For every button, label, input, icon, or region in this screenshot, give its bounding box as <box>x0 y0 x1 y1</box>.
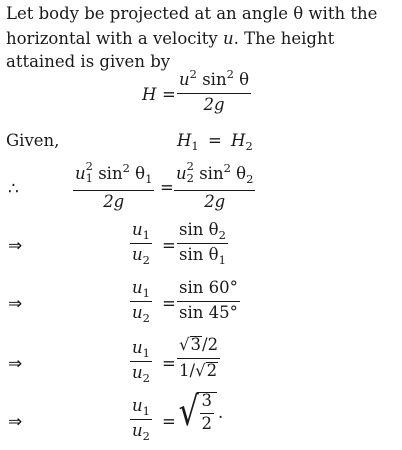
step1-right-numerator: u 2 2 $\sin^2 \theta_2$ <box>176 159 254 186</box>
equals-sign: = <box>162 85 176 104</box>
fraction-bar <box>130 419 152 420</box>
fraction-bar <box>177 301 240 302</box>
height-numerator: $u^2$ $\sin^2 \theta$ <box>179 67 250 89</box>
implies-arrow: ⇒ <box>8 354 23 374</box>
implies-arrow: ⇒ <box>8 294 23 314</box>
root-ratio: √3/2 1/√2 <box>179 335 219 380</box>
sine-angle-ratio: sin 60° sin 45° <box>179 278 238 322</box>
intro-line-2-text: horizontal with a velocity <box>6 29 223 48</box>
step1-left-fraction <box>73 159 154 211</box>
therefore-symbol: ∴ <box>8 179 19 199</box>
fraction-bar <box>130 361 152 362</box>
step1-equals: = <box>160 178 174 197</box>
fraction-bar <box>130 301 152 302</box>
height-fraction <box>177 67 251 114</box>
fraction-bar <box>177 93 251 94</box>
height-symbol: H <box>142 85 157 104</box>
step2-equals: = <box>162 236 176 255</box>
intro-line-1: Let body be projected at an angle θ with the <box>6 4 378 23</box>
final-period: . <box>218 402 224 422</box>
radical-sign: √ <box>178 389 199 435</box>
step1-right-fraction <box>174 159 255 211</box>
implies-arrow: ⇒ <box>8 236 23 256</box>
fraction-bar <box>174 190 255 191</box>
sine-ratio: $\sin \theta_2$ $\sin \theta_1$ <box>179 220 226 267</box>
step3-equals: = <box>162 294 176 313</box>
intro-line-2 <box>6 31 334 48</box>
fraction-bar <box>177 358 220 359</box>
final-root <box>176 389 224 435</box>
step5-equals: = <box>162 412 176 431</box>
given-label: Given, <box>6 131 60 150</box>
intro-line-3: attained is given by <box>6 52 171 71</box>
implies-arrow: ⇒ <box>8 412 23 432</box>
velocity-symbol: u <box>222 29 234 48</box>
radicand-fraction: $\frac{3}{2}$ <box>197 392 218 432</box>
step1-left-numerator: u 2 1 $\sin^2 \theta_1$ <box>75 159 153 186</box>
velocity-ratio: $u_1$ $u_2$ <box>132 396 150 443</box>
step1-left-denominator: 2g <box>103 192 125 211</box>
velocity-ratio: $u_1$ $u_2$ <box>132 338 150 385</box>
height-denominator: 2g <box>203 94 225 114</box>
given-equation: $H_1 = H_2$ <box>177 131 253 153</box>
fraction-bar <box>177 243 228 244</box>
velocity-ratio: $u_1$ $u_2$ <box>132 220 150 267</box>
fraction-bar <box>130 243 152 244</box>
velocity-ratio: $u_1$ $u_2$ <box>132 278 150 325</box>
step4-equals: = <box>162 354 176 373</box>
step1-right-denominator: 2g <box>204 192 226 211</box>
intro-line-2-end: . The height <box>233 29 335 48</box>
fraction-bar <box>73 190 154 191</box>
